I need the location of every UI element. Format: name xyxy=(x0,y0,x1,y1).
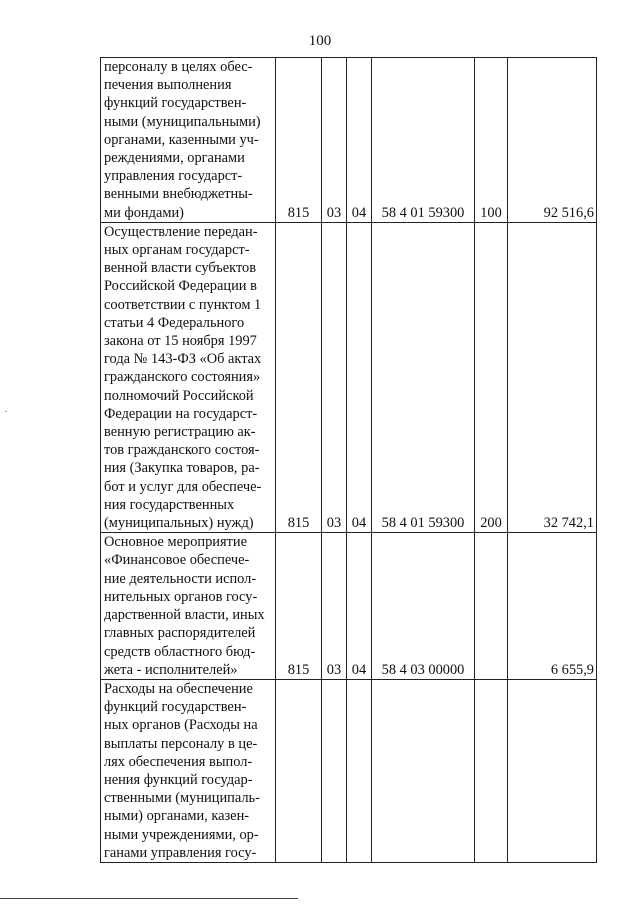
expense-name-line: ния (Закупка товаров, ра- xyxy=(104,460,260,477)
expense-name-line: (муниципальных) нужд) xyxy=(104,515,254,532)
ministry-code-cell: 815 xyxy=(276,58,322,223)
expense-name-line: органами, казенными уч- xyxy=(104,131,259,148)
expense-name-line: ных органов (Расходы на xyxy=(104,717,258,734)
expense-name-line: управления государст- xyxy=(104,168,243,185)
expense-name-line: печения выполнения xyxy=(104,77,232,94)
expense-type-cell xyxy=(475,533,508,680)
expense-name-line: ми фондами) xyxy=(104,204,184,221)
section-code-cell: 03 xyxy=(322,533,347,680)
table-row xyxy=(101,58,597,223)
expense-name-line: Федерации на государст- xyxy=(104,405,258,422)
ministry-code-cell xyxy=(276,679,322,862)
ministry-code-cell: 815 xyxy=(276,533,322,680)
subsection-code-cell: 04 xyxy=(347,222,372,532)
scan-mark xyxy=(5,411,7,412)
expense-name-line: главных распорядителей xyxy=(104,625,256,642)
expense-name-line: Расходы на обеспечение xyxy=(104,680,253,697)
expense-name-line: бот и услуг для обеспече- xyxy=(104,478,262,495)
amount-cell: 32 742,1 xyxy=(508,222,597,532)
target-article-cell: 58 4 03 00000 xyxy=(372,533,475,680)
expense-name-line: венной власти субъектов xyxy=(104,260,257,277)
expense-name-line: ние деятельности испол- xyxy=(104,570,257,587)
amount-cell xyxy=(508,679,597,862)
expense-name-line: Основное мероприятие xyxy=(104,534,248,551)
expense-name-line: персоналу в целях обес- xyxy=(104,59,253,75)
expense-name-line: закона от 15 ноября 1997 xyxy=(104,333,257,350)
expense-name-line: нительных органов госу- xyxy=(104,588,258,605)
expense-name-cell xyxy=(101,679,276,862)
expense-name-line: ных органам государст- xyxy=(104,242,250,259)
expense-name-cell xyxy=(101,533,276,680)
expense-name-line: соответствии с пунктом 1 xyxy=(104,296,262,313)
table-row xyxy=(101,222,597,532)
expense-name-line: выплаты персоналу в це- xyxy=(104,735,258,752)
expense-type-cell: 100 xyxy=(475,58,508,223)
amount-cell: 6 655,9 xyxy=(508,533,597,680)
target-article-cell: 58 4 01 59300 xyxy=(372,58,475,223)
expense-name-line: полномочий Российской xyxy=(104,387,254,404)
expense-name-line: «Финансовое обеспече- xyxy=(104,552,250,569)
budget-table xyxy=(100,57,597,863)
subsection-code-cell: 04 xyxy=(347,58,372,223)
page-number: 100 xyxy=(308,33,332,49)
expense-name-line: жета - исполнителей» xyxy=(104,661,238,678)
expense-name-line: ными) органами, казен- xyxy=(104,808,250,825)
subsection-code-cell: 04 xyxy=(347,533,372,680)
table-row xyxy=(101,533,597,680)
expense-name-line: ными учреждениями, ор- xyxy=(104,826,259,843)
footnote-rule xyxy=(0,898,298,899)
expense-name-line: функций государствен- xyxy=(104,95,247,112)
expense-name-line: венную регистрацию ак- xyxy=(104,424,256,441)
expense-name-line: венными внебюджетны- xyxy=(104,186,253,203)
table-row xyxy=(101,679,597,862)
target-article-cell: 58 4 01 59300 xyxy=(372,222,475,532)
expense-name-line: реждениями, органами xyxy=(104,150,245,167)
expense-name-line: функций государствен- xyxy=(104,699,247,716)
amount-cell: 92 516,6 xyxy=(508,58,597,223)
expense-name-cell xyxy=(101,58,276,223)
expense-type-cell xyxy=(475,679,508,862)
expense-name-line: гражданского состояния» xyxy=(104,369,261,386)
expense-name-line: средств областного бюд- xyxy=(104,643,256,660)
expense-type-cell: 200 xyxy=(475,222,508,532)
subsection-code-cell xyxy=(347,679,372,862)
expense-name-line: ственными (муниципаль- xyxy=(104,790,260,807)
expense-name-line: тов гражданского состоя- xyxy=(104,442,260,459)
section-code-cell: 03 xyxy=(322,222,347,532)
expense-name-line: дарственной власти, иных xyxy=(104,607,265,624)
expense-name-line: статьи 4 Федерального xyxy=(104,314,245,331)
expense-name-cell xyxy=(101,222,276,532)
expense-name-line: лях обеспечения выпол- xyxy=(104,753,253,770)
target-article-cell xyxy=(372,679,475,862)
section-code-cell xyxy=(322,679,347,862)
expense-name-line: Российской Федерации в xyxy=(104,278,257,295)
expense-name-line: ганами управления госу- xyxy=(104,844,257,861)
expense-name-line: ными (муниципальными) xyxy=(104,113,261,130)
ministry-code-cell: 815 xyxy=(276,222,322,532)
section-code-cell: 03 xyxy=(322,58,347,223)
expense-name-line: Осуществление передан- xyxy=(104,223,258,240)
expense-name-line: года № 143-ФЗ «Об актах xyxy=(104,351,262,368)
expense-name-line: ния государственных xyxy=(104,496,235,513)
expense-name-line: нения функций государ- xyxy=(104,771,253,788)
